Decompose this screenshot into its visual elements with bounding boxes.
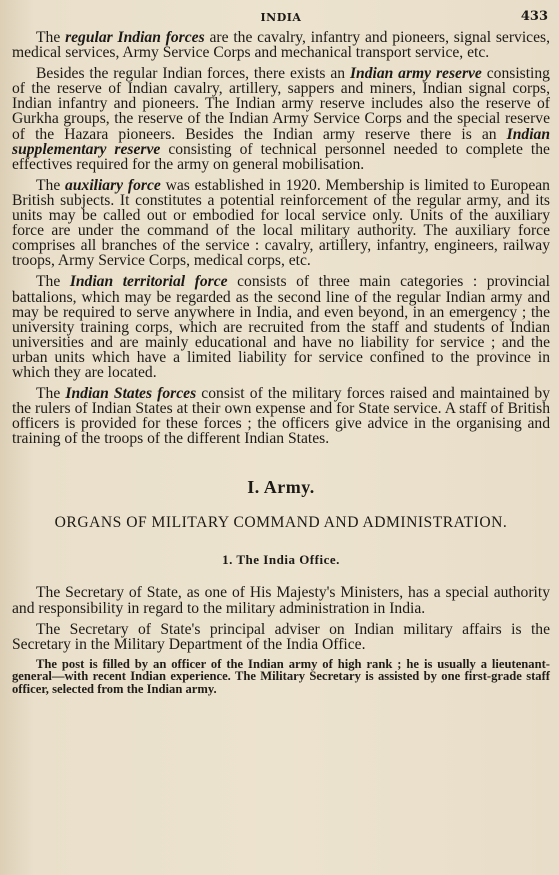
- sub-heading-number: 1.: [222, 552, 233, 568]
- term-army-reserve: Indian army reserve: [349, 65, 482, 83]
- india-office-text: [12, 585, 550, 651]
- paragraph-army-reserve: Besides the regular Indian forces, there exists an Indian army reserve consisting of the reserve of Indian cavalry, artillery, sappers and miners, Indian signal corps, Indian infantry and pioneers. The Indian army reserve includes also the reserve of Gurkha groups, the reserve of the Indian Army Service Corps and the special reserve of the Hazara pioneers. Besides the Indian army reserve there is an Indian supplementary reserve consisting of technical personnel needed to complete the effectives required for the army on general mobilisation.: [12, 65, 550, 173]
- term-supplementary-reserve: Indian supplementary reserve: [12, 125, 550, 158]
- small-print-note: The post is filled by an officer of the Indian army of high rank ; he is usually a lieutenant-general—with recent Indian experience. The Military Secretary is assisted by one first-grade staff officer, selected from the Indian army.: [12, 656, 550, 696]
- page-number: 433: [520, 9, 548, 24]
- running-title: INDIA: [260, 11, 302, 24]
- section-heading: ORGANS OF MILITARY COMMAND AND ADMINISTRATION.: [54, 514, 508, 532]
- term-states-forces: Indian States forces: [65, 385, 197, 403]
- paragraph-states-forces: The Indian States forces consist of the military forces raised and maintained by the rulers of Indian States at their own expense and for State service. A staff of British officers is provided for these forces ; the officers give advice in the organising and training of the troops of the different Indian States.: [12, 385, 550, 448]
- sub-heading-title: The India Office.: [236, 552, 340, 568]
- paragraph-auxiliary-force: The auxiliary force was established in 1920. Membership is limited to European British subjects. It constitutes a potential reinforcement of the regular army, and its units may be called out or embodied for local service only. Units of the auxiliary force are under the command of the local military authority. The auxiliary force comprises all branches of the service : cavalry, artillery, infantry, engineers, railway troops, Army Service Corps, medical corps, etc.: [12, 176, 550, 270]
- sub-heading: [12, 552, 550, 568]
- paragraph-principal-adviser: The Secretary of State's principal adviser on Indian military affairs is the Secretary in the Military Department of the India Office.: [12, 620, 550, 653]
- term-territorial-force: Indian territorial force: [69, 273, 228, 291]
- term-regular-forces: regular Indian forces: [65, 29, 205, 46]
- paragraph-secretary-of-state: The Secretary of State, as one of His Majesty's Ministers, has a special authority and responsibility in regard to the military administration in India.: [12, 584, 550, 617]
- paragraph-regular-forces: The regular Indian forces are the cavalry, infantry and pioneers, signal services, medical services, Army Service Corps and mechanical transport service, etc.: [12, 29, 550, 62]
- term-auxiliary-force: auxiliary force: [65, 176, 161, 194]
- body-text: [12, 30, 550, 446]
- paragraph-territorial-force: The Indian territorial force consists of three main categories : provincial battalions, which may be regarded as the second line of the regular Indian army and may be required to serve anywhere in India, and even beyond, in an emergency ; the university training corps, which are recruited from the staff and students of Indian universities and are mainly educational and have no liability for service ; and the urban units which have a limited liability for service confined to the province in which they are located.: [12, 273, 550, 381]
- part-heading: I. Army.: [247, 477, 315, 498]
- running-header: [12, 8, 550, 30]
